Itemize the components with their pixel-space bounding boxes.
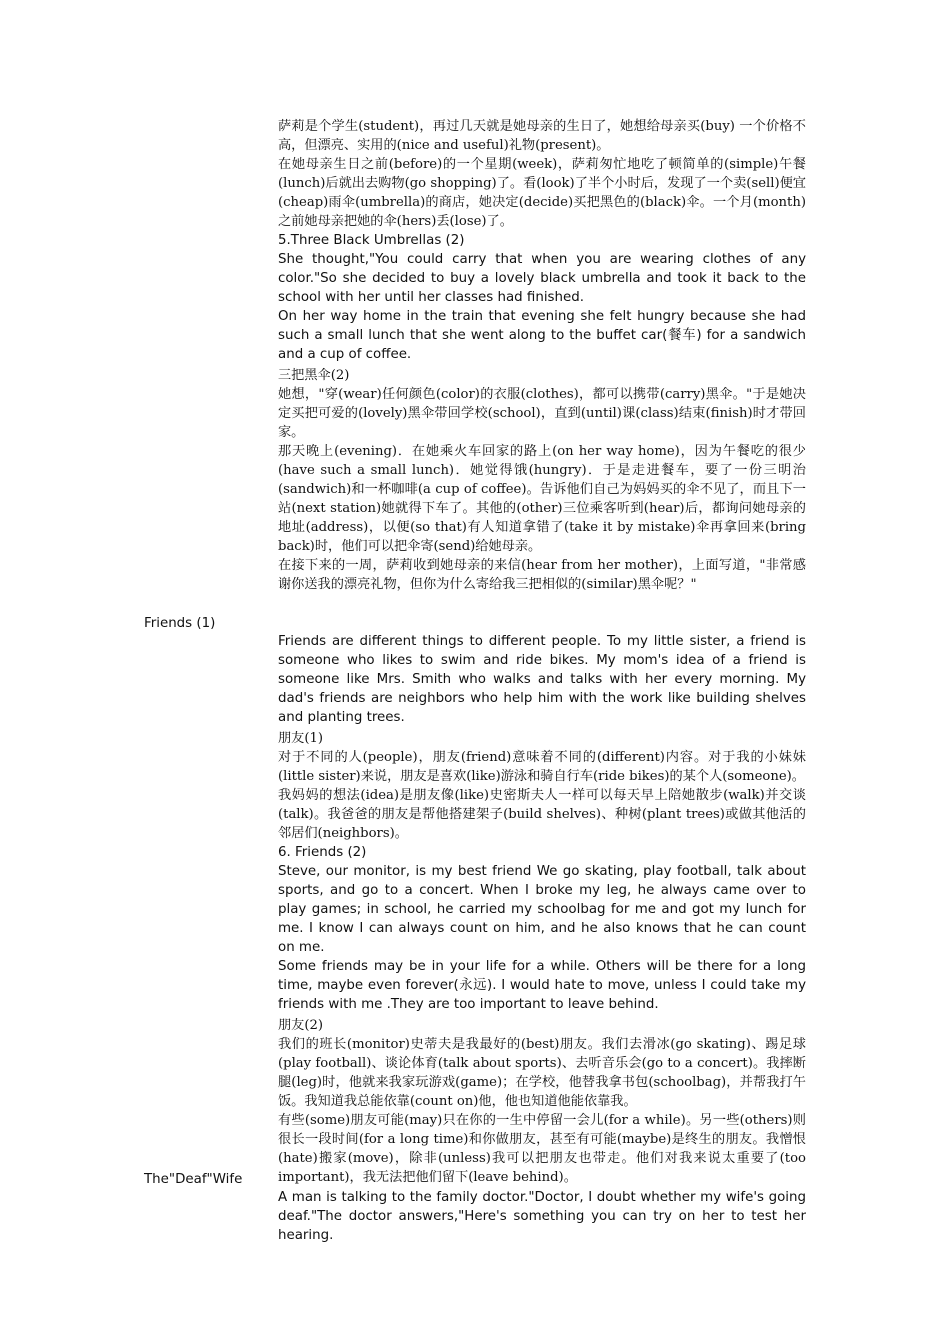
chinese-paragraph: 那天晚上(evening)．在她乘火车回家的路上(on her way home)，因为午餐吃的很少(have such a small lunch)．她觉得饿(hungry)．于是走进餐车，要了一份三明治(sandwich)和一杯咖啡(a cup of coffee)。告诉他们自己为妈妈买的伞不见了，而且下一站(next station)她就得下车了。其他的(other)三位乘客听到(hear)后，都询问她母亲的地址(address)，以便(so that)有人知道拿错了(take it by mistake)伞再拿回来(bring back)时，他们可以把伞寄(send)给她母亲。	[278, 444, 806, 554]
chinese-paragraph: 在她母亲生日之前(before)的一个星期(week)，萨莉匆忙地吃了顿简单的(simple)午餐(lunch)后就出去购物(go shopping)了。看(look)了半个小时后，发现了一个卖(sell)便宜(cheap)雨伞(umbrella)的商店，她决定(decide)买把黑色的(black)伞。一个月(month)之前她母亲把她的伞(hers)丢(lose)了。	[278, 157, 806, 229]
chinese-paragraph: 她想，"穿(wear)任何颜色(color)的衣服(clothes)，都可以携带(carry)黑伞。"于是她决定买把可爱的(lovely)黑伞带回学校(school)，直到(until)课(class)结束(finish)时才带回家。	[278, 387, 806, 440]
deaf-wife-title: The"Deaf"Wife	[144, 1172, 243, 1187]
english-paragraph: Steve, our monitor, is my best friend We go skating, play football, talk about sports, and go to a concert. When I broke my leg, he always came over to play games; in school, he carried my schoolbag for me and got my lunch for me. I know I can always count on him, and he also knows that he can count on me.	[278, 864, 806, 955]
english-paragraph: She thought,"You could carry that when you are wearing clothes of any color."So she decided to buy a lovely black umbrella and took it back to the school with her until her classes had finished.	[278, 252, 806, 305]
section-friends	[278, 632, 806, 1187]
friends-one-title: Friends (1)	[144, 616, 216, 631]
english-paragraph: A man is talking to the family doctor."Doctor, I doubt whether my wife's going deaf."The doctor answers,"Here's something you can try on her to test her hearing.	[278, 1190, 806, 1243]
english-paragraph: On her way home in the train that evening she felt hungry because she had such a small lunch that she went along to the buffet car(餐车) for a sandwich and a cup of coffee.	[278, 309, 806, 362]
english-paragraph: Friends are different things to different people. To my little sister, a friend is someone who likes to swim and ride bikes. My mom's idea of a friend is someone like Mrs. Smith who walks and talks with her every morning. My dad's friends are neighbors who help him with the work like building shelves and planting trees.	[278, 634, 806, 725]
section-heading: 5.Three Black Umbrellas (2)	[278, 233, 465, 248]
section-deaf-wife	[278, 1188, 806, 1245]
chinese-paragraph: 我们的班长(monitor)史蒂夫是我最好的(best)朋友。我们去滑冰(go skating)、踢足球(play football)、谈论体育(talk about sports)、去听音乐会(go to a concert)。我摔断腿(leg)时，他就来我家玩游戏(game)；在学校，他替我拿书包(schoolbag)，并帮我打午饭。我知道我总能依靠(count on)他，他也知道他能依靠我。	[278, 1037, 806, 1109]
chinese-title: 朋友(1)	[278, 731, 324, 746]
chinese-paragraph: 我妈妈的想法(idea)是朋友像(like)史密斯夫人一样可以每天早上陪她散步(walk)并交谈(talk)。我爸爸的朋友是帮他搭建架子(build shelves)、种树(plant trees)或做其他活的邻居们(neighbors)。	[278, 788, 806, 841]
english-paragraph: Some friends may be in your life for a while. Others will be there for a long time, maybe even forever(永远). I would hate to move, unless I could take my friends with me .They are too important to leave behind.	[278, 959, 806, 1012]
chinese-title: 三把黑伞(2)	[278, 368, 350, 383]
chinese-paragraph: 有些(some)朋友可能(may)只在你的一生中停留一会儿(for a while)。另一些(others)则很长一段时间(for a long time)和你做朋友，甚至有可能(maybe)是终生的朋友。我憎恨(hate)搬家(move)，除非(unless)我可以把朋友也带走。他们对我来说太重要了(too important)，我无法把他们留下(leave behind)。	[278, 1113, 806, 1185]
chinese-title: 朋友(2)	[278, 1018, 324, 1033]
section-heading: 6. Friends (2)	[278, 845, 367, 860]
chinese-paragraph: 萨莉是个学生(student)，再过几天就是她母亲的生日了，她想给母亲买(buy) 一个价格不高，但漂亮、实用的(nice and useful)礼物(present)。	[278, 119, 806, 153]
chinese-paragraph: 在接下来的一周，萨莉收到她母亲的来信(hear from her mother)，上面写道，"非常感谢你送我的漂亮礼物，但你为什么寄给我三把相似的(similar)黑伞呢？"	[278, 558, 806, 592]
chinese-paragraph: 对于不同的人(people)，朋友(friend)意味着不同的(different)内容。对于我的小妹妹(little sister)来说，朋友是喜欢(like)游泳和骑自行车(ride bikes)的某个人(someone)。	[278, 750, 806, 784]
section-three-umbrellas	[278, 117, 806, 594]
